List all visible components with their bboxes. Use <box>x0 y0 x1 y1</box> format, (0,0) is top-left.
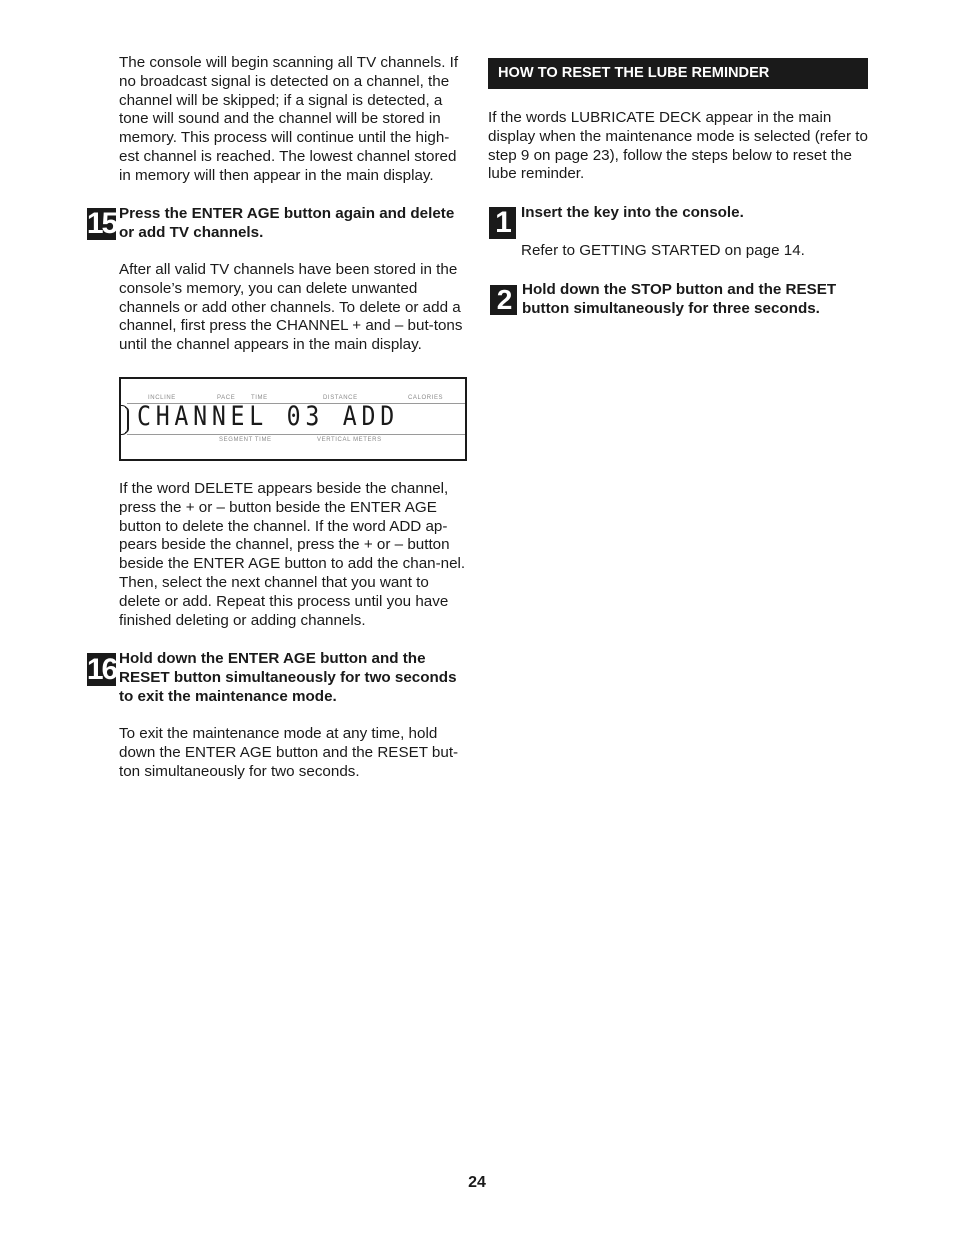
lube-intro-paragraph: If the words LUBRICATE DECK appear in the main display when the maintenance mode is selected (refer to step 9 on page 23), follow the steps below to reset the lube reminder. <box>488 109 868 183</box>
step-16-body: To exit the maintenance mode at any time, hold down the ENTER AGE button and the RESET but-ton simultaneously for two seconds. <box>119 725 459 780</box>
step-1-number: 1 <box>489 207 516 239</box>
label-calories: CALORIES <box>408 395 444 401</box>
page-number: 24 <box>468 1174 486 1191</box>
label-time: TIME <box>251 395 268 401</box>
section-title-bar: HOW TO RESET THE LUBE REMINDER <box>488 58 868 89</box>
label-pace: PACE <box>217 395 236 401</box>
step-16-heading: Hold down the ENTER AGE button and the RESET button simultaneously for two seconds to exit the maintenance mode. <box>119 650 457 705</box>
label-segment-time: SEGMENT TIME <box>219 437 272 443</box>
step-1-body: Refer to GETTING STARTED on page 14. <box>521 242 805 259</box>
delete-add-paragraph: If the word DELETE appears beside the channel, press the + or – button beside the ENTER AGE button to delete the channel. If the word ADD ap-pears beside the channel, press the + or – button beside the ENTER AGE button to add the chan-nel. Then, select the next channel that you want to delete or add. Repeat this process until you have finished deleting or adding channels. <box>119 480 466 629</box>
step-15-body: After all valid TV channels have been stored in the console’s memory, you can delete unwanted channels or add other channels. To delete or add a channel, first press the CHANNEL + and – but-tons until the channel appears in the main display. <box>119 261 463 354</box>
step-15-number: 15 <box>86 207 117 240</box>
display-bottom-line <box>127 434 465 435</box>
display-readout: CHANNEL 03 ADD <box>137 401 399 432</box>
label-vertical-meters: VERTICAL METERS <box>317 437 382 443</box>
left-column <box>119 54 469 186</box>
console-display <box>119 377 467 461</box>
step-15-heading: Press the ENTER AGE button again and delete or add TV channels. <box>119 205 455 241</box>
display-bracket-inner <box>125 407 129 433</box>
step-1-heading: Insert the key into the console. <box>521 204 744 221</box>
step-16-number: 16 <box>86 652 117 686</box>
intro-paragraph: The console will begin scanning all TV channels. If no broadcast signal is detected on a channel, the channel will be skipped; if a signal is detected, a tone will sound and the channel will be stored in memory. This process will continue until the high-est channel is reached. The lowest channel stored in memory will then appear in the main display. <box>119 54 459 184</box>
label-distance: DISTANCE <box>323 395 358 401</box>
step-2-number: 2 <box>490 285 517 315</box>
label-incline: INCLINE <box>148 395 176 401</box>
step-2-heading: Hold down the STOP button and the RESET button simultaneously for three seconds. <box>522 281 837 317</box>
